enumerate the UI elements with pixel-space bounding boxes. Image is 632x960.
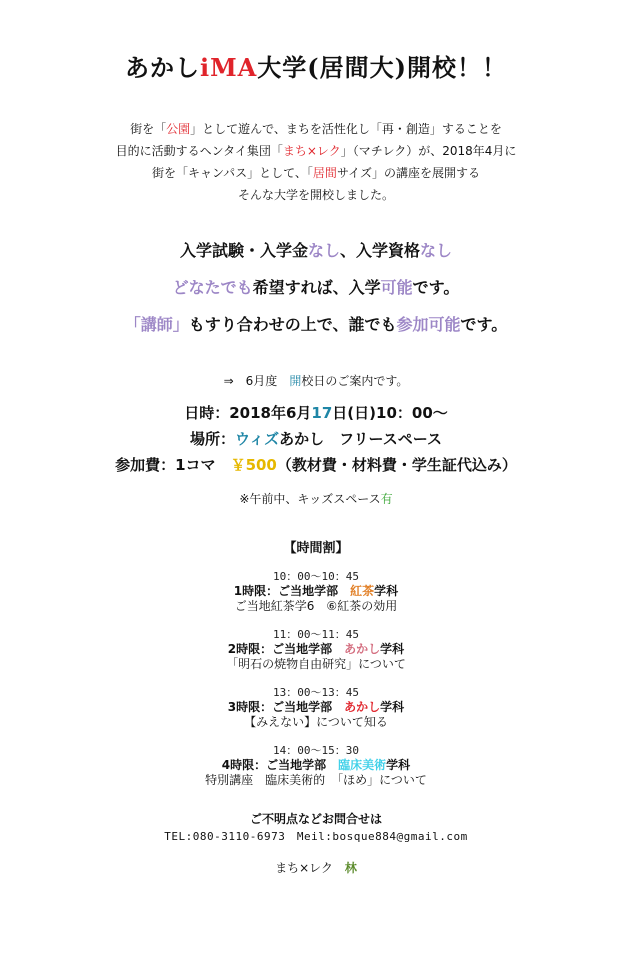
place-rest: あかし フリースペース (279, 430, 443, 448)
organizer-name: まち×レク (275, 861, 345, 875)
title-part1: あかし (124, 53, 200, 82)
fee-label: 参加費：1コマ (115, 456, 231, 474)
admission-highlight: どなたでも (172, 278, 253, 297)
period-description: 特別講座 臨床美術的 「ほめ」について (205, 773, 427, 787)
contact-line: TEL:080-3110-6973 Meil:bosque884@gmail.com (164, 830, 468, 843)
period-title-text: 学科 (386, 758, 411, 772)
date-label: 日時：2018年6月 (184, 404, 312, 422)
title-ima: iMA (199, 53, 258, 82)
admission-text: 希望すれば、入学 (252, 278, 381, 297)
kids-text: ※午前中、キッズスペース (239, 492, 381, 506)
period-time: 11：00〜11：45 (273, 628, 359, 641)
admission-highlight: 「講師」 (124, 315, 189, 334)
intro-line-1 (0, 118, 632, 140)
event-place (0, 426, 632, 452)
period-subject: 紅茶 (350, 584, 375, 598)
admission-text: 入学試験・入学金 (179, 241, 308, 260)
fee-price: ￥500 (230, 456, 277, 474)
period-title-text: 学科 (380, 700, 405, 714)
intro-highlight: まち×レク (282, 144, 341, 158)
period-description: ご当地紅茶学6 ⑥紅茶の効用 (234, 599, 398, 613)
june-announcement (0, 372, 632, 389)
period-title (0, 700, 632, 715)
admission-text: もすり合わせの上で、誰でも (188, 315, 397, 334)
date-day: 17 (311, 404, 333, 422)
period-title-text: 4時限：ご当地学部 (221, 758, 339, 772)
announce-highlight: 開 (289, 374, 302, 388)
contact-heading: ご不明点などお問合せは (249, 812, 382, 826)
intro-text: 街を「キャンパス」として、「 (152, 166, 313, 180)
period-3 (0, 685, 632, 730)
admission-highlight: 参加可能 (396, 315, 461, 334)
admission-line-2 (0, 269, 632, 306)
period-1 (0, 569, 632, 614)
period-subject: あかし (344, 642, 381, 656)
intro-highlight: 居間 (312, 166, 337, 180)
intro-highlight: 公園 (166, 122, 191, 136)
intro-paragraph (0, 118, 632, 206)
period-title-text: 2時限：ご当地学部 (227, 642, 345, 656)
fee-note: （教材費・材料費・学生証代込み） (276, 456, 517, 474)
announce-text: ⇒ 6月度 (223, 374, 290, 388)
announce-text: 校日のご案内です。 (301, 374, 409, 388)
organizer-person: 林 (344, 861, 357, 875)
period-description: 【みえない】について知る (244, 715, 388, 729)
contact-info (0, 810, 632, 846)
admission-line-3 (0, 306, 632, 343)
period-title-text: 学科 (374, 584, 399, 598)
intro-text: 街を「 (130, 122, 167, 136)
intro-text: 」（マチレク）が、2018年4月に (340, 144, 517, 158)
intro-line-3 (0, 162, 632, 184)
kids-highlight: 有 (380, 492, 393, 506)
event-fee (0, 452, 632, 478)
admission-info (0, 232, 632, 343)
organizer (0, 859, 632, 876)
period-4 (0, 743, 632, 788)
intro-text: 」として遊んで、まちを活性化し「再・創造」することを (190, 122, 502, 136)
intro-text: 目的に活動するヘンタイ集団「 (115, 144, 283, 158)
period-time: 13：00〜13：45 (273, 686, 359, 699)
period-title-text: 3時限：ご当地学部 (227, 700, 345, 714)
admission-highlight: なし (307, 241, 340, 260)
kids-space-note (0, 490, 632, 507)
period-subject: あかし (344, 700, 381, 714)
period-time: 10：00〜10：45 (273, 570, 359, 583)
intro-text: サイズ」の講座を展開する (336, 166, 480, 180)
admission-text: 、入学資格 (340, 241, 421, 260)
period-title-text: 1時限：ご当地学部 (233, 584, 351, 598)
date-rest: 日(日)10：00〜 (332, 404, 448, 422)
page-title (0, 48, 632, 83)
event-date (0, 400, 632, 426)
period-time: 14：00〜15：30 (273, 744, 359, 757)
schedule-heading: 【時間割】 (283, 541, 349, 556)
admission-highlight: なし (420, 241, 453, 260)
period-2 (0, 627, 632, 672)
period-description: 「明石の焼物自由研究」について (226, 657, 406, 671)
intro-line-4: そんな大学を開校しました。 (237, 188, 394, 202)
period-title (0, 584, 632, 599)
place-label: 場所： (189, 430, 235, 448)
place-highlight: ウィズ (235, 430, 280, 448)
period-subject: 臨床美術 (338, 758, 387, 772)
period-title (0, 758, 632, 773)
admission-line-1 (0, 232, 632, 269)
admission-highlight: 可能 (380, 278, 413, 297)
period-title (0, 642, 632, 657)
title-part3: 大学(居間大)開校！！ (257, 53, 508, 82)
admission-text: です。 (412, 278, 460, 297)
event-details (0, 400, 632, 478)
intro-line-2 (0, 140, 632, 162)
admission-text: です。 (460, 315, 508, 334)
period-title-text: 学科 (380, 642, 405, 656)
